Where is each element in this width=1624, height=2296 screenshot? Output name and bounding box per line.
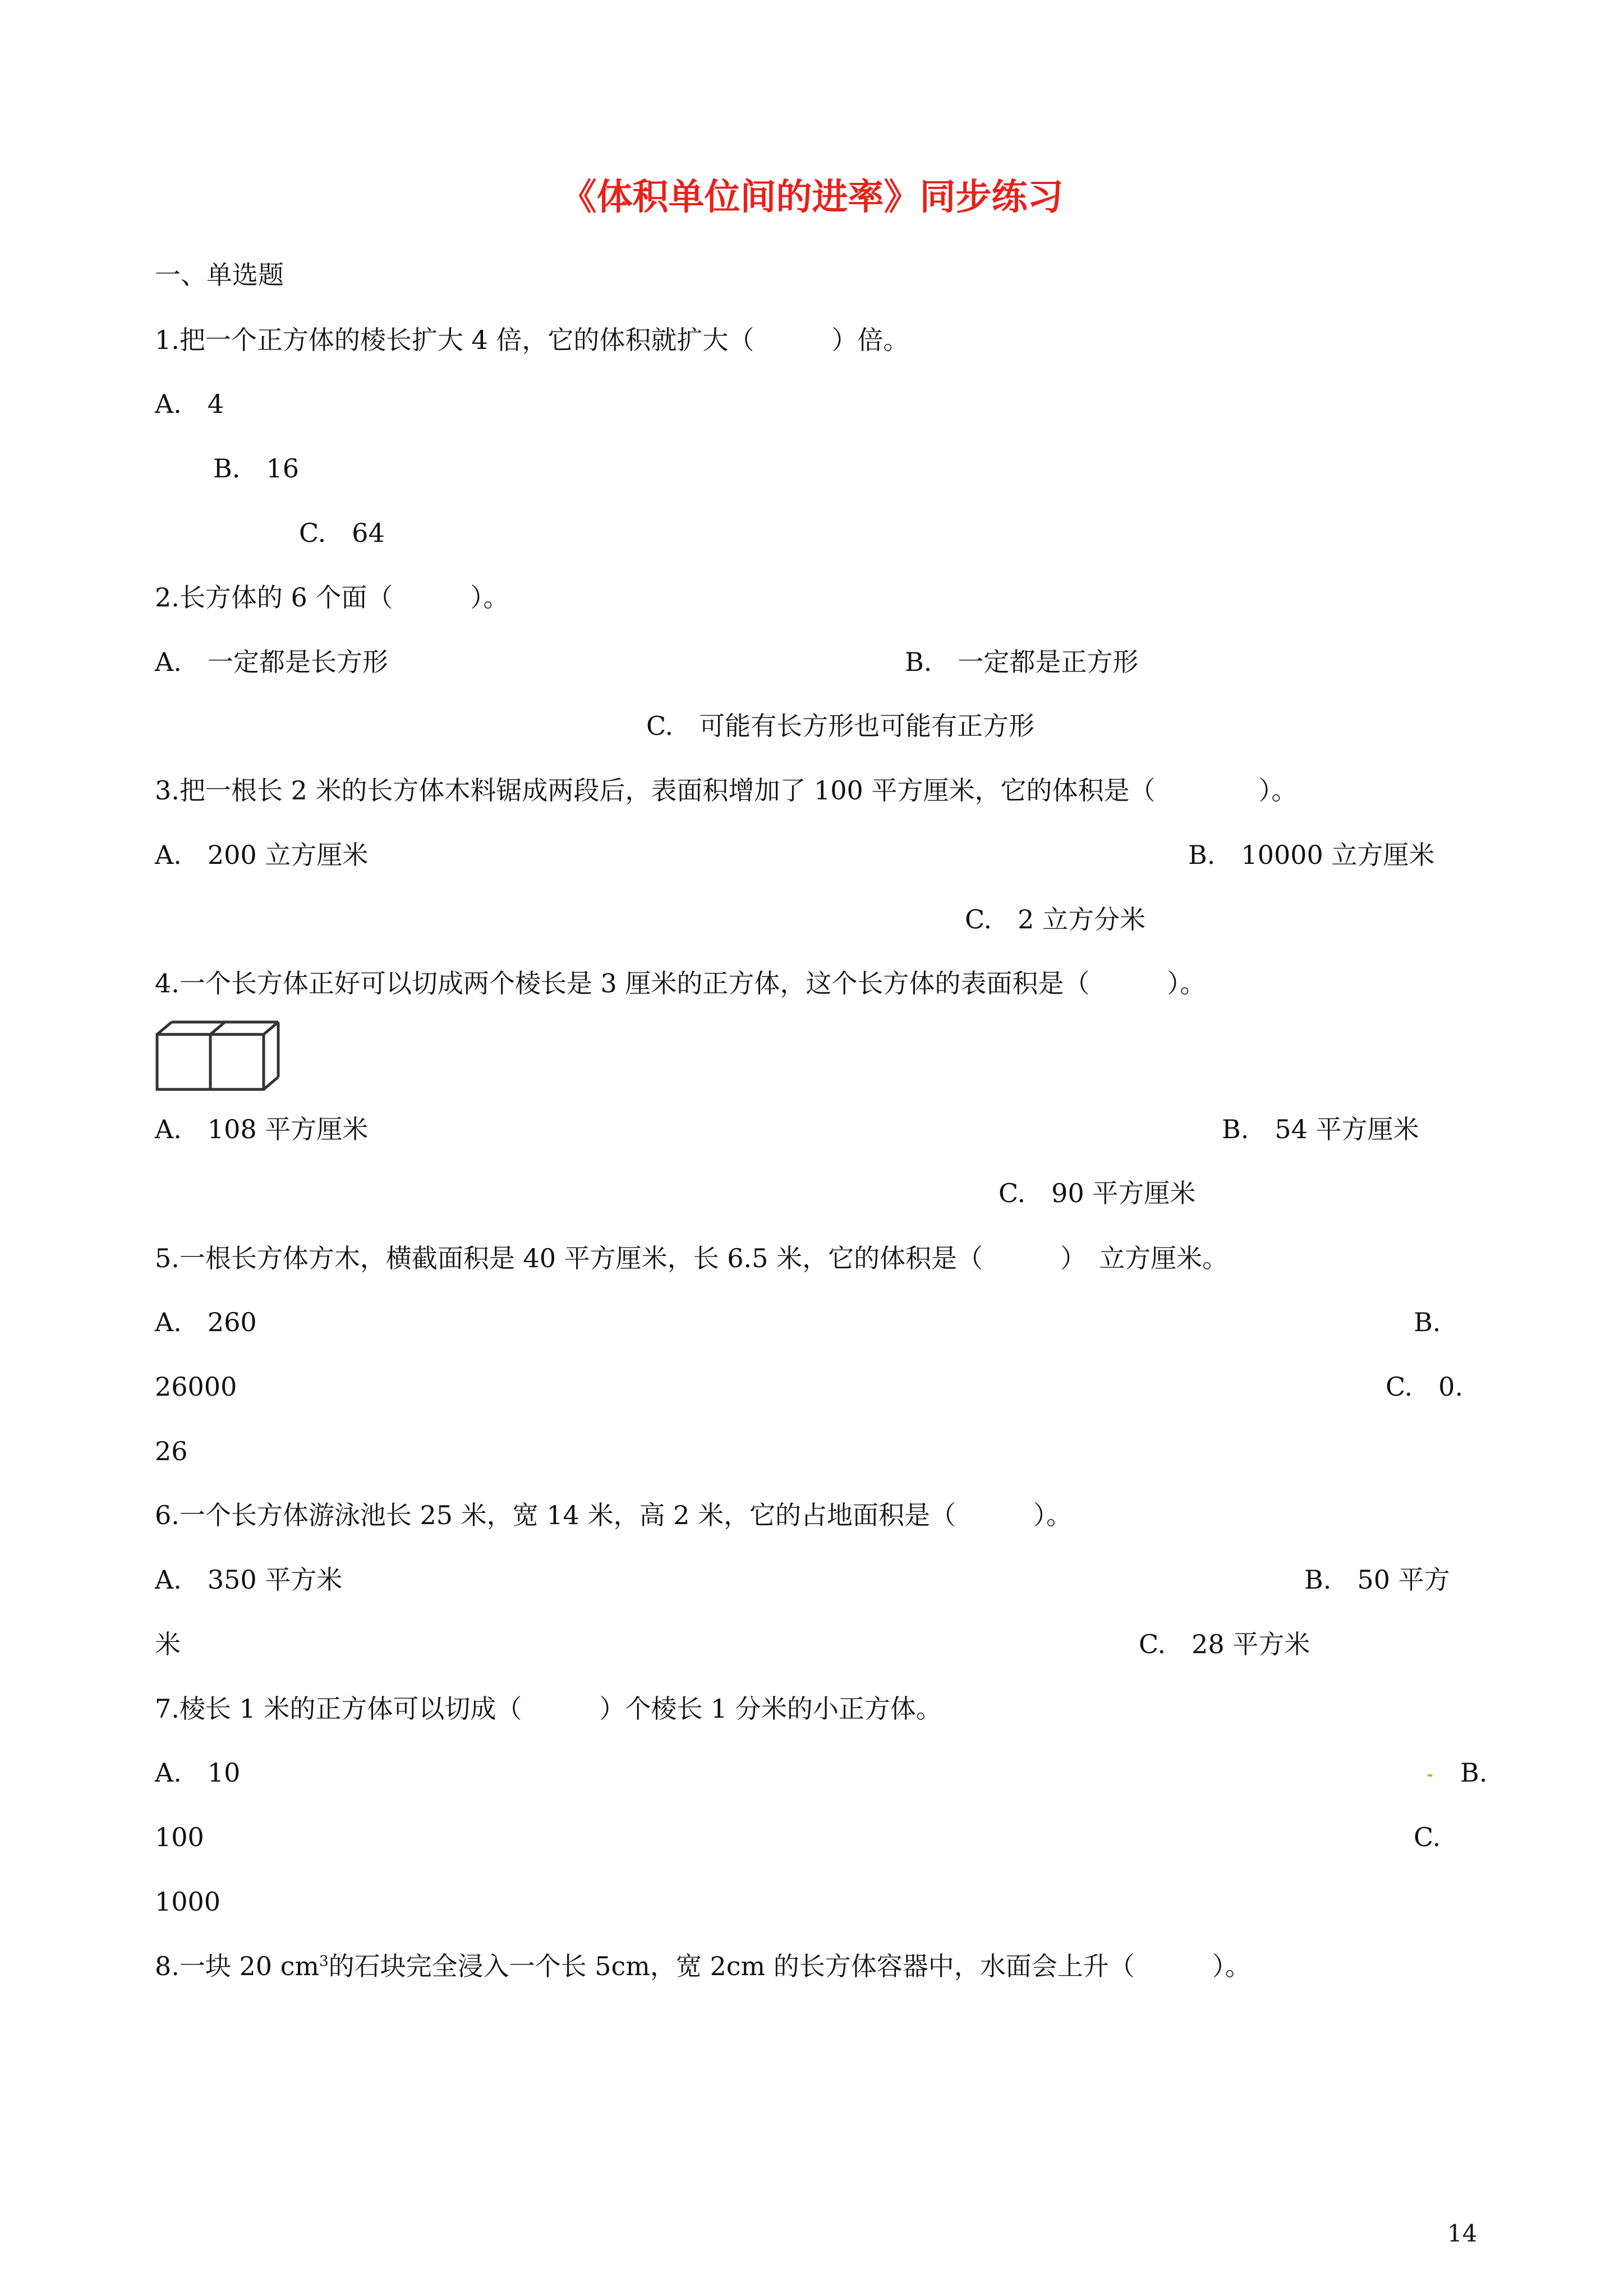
- q8-stem: [155, 1949, 1251, 1983]
- q5-option-c: C. 0.: [1386, 1372, 1464, 1402]
- q3-option-c: C. 2 立方分米: [965, 904, 1146, 935]
- q3-option-a: A. 200 立方厘米: [155, 840, 369, 870]
- q2-option-c: C. 可能有长方形也可能有正方形: [646, 711, 1035, 741]
- q5-option-a: A. 260: [155, 1307, 257, 1337]
- q6-option-c: C. 28 平方米: [1139, 1629, 1310, 1659]
- q5-stem: 5.一根长方体方木，横截面积是 40 平方厘米，长 6.5 米，它的体积是（ ） 立方厘米。: [155, 1243, 1229, 1273]
- q6-stem: 6.一个长方体游泳池长 25 米，宽 14 米，高 2 米，它的占地面积是（ ）。: [155, 1500, 1072, 1530]
- q3-option-b: B. 10000 立方厘米: [1188, 840, 1435, 870]
- q5-option-b-value: 26000: [155, 1372, 237, 1402]
- q6-option-a: A. 350 平方米: [155, 1565, 343, 1595]
- stray-mark: [1428, 1774, 1432, 1777]
- q4-option-a: A. 108 平方厘米: [155, 1114, 369, 1144]
- q8-stem-end: 的石块完全浸入一个长 5cm，宽 2cm 的长方体容器中，水面会上升（ ）。: [328, 1951, 1251, 1981]
- q8-superscript: 3: [319, 1953, 329, 1970]
- two-cubes-figure: [155, 1020, 284, 1093]
- q1-stem: 1.把一个正方体的棱长扩大 4 倍，它的体积就扩大（ ）倍。: [155, 325, 909, 355]
- q6-option-b-cont: 米: [155, 1629, 181, 1659]
- q7-stem: 7.棱长 1 米的正方体可以切成（ ）个棱长 1 分米的小正方体。: [155, 1694, 942, 1724]
- q3-stem: 3.把一根长 2 米的长方体木料锯成两段后，表面积增加了 100 平方厘米，它的体积是（ ）。: [155, 775, 1298, 806]
- section-heading: 一、单选题: [155, 260, 284, 290]
- q7-option-b-value: 100: [155, 1822, 204, 1852]
- page-title: 《体积单位间的进率》同步练习: [560, 177, 1064, 218]
- q2-stem: 2.长方体的 6 个面（ ）。: [155, 582, 509, 613]
- q1-option-b: B. 16: [213, 453, 299, 484]
- q4-option-b: B. 54 平方厘米: [1222, 1114, 1419, 1144]
- page-number: 14: [1447, 2220, 1478, 2247]
- q6-option-b: B. 50 平方: [1304, 1565, 1450, 1595]
- q7-option-c: C.: [1414, 1822, 1441, 1852]
- q7-option-c-value: 1000: [155, 1887, 221, 1917]
- q7-option-b: B.: [1460, 1757, 1488, 1788]
- q2-option-a: A. 一定都是长方形: [155, 647, 388, 677]
- q1-option-c: C. 64: [299, 518, 385, 548]
- q5-option-c-value: 26: [155, 1436, 188, 1466]
- q1-option-a: A. 4: [155, 389, 224, 419]
- q4-option-c: C. 90 平方厘米: [999, 1178, 1196, 1208]
- q7-option-a: A. 10: [155, 1757, 241, 1788]
- q4-stem: 4.一个长方体正好可以切成两个棱长是 3 厘米的正方体，这个长方体的表面积是（ ）。: [155, 968, 1206, 999]
- q8-stem-start: 8.一块 20 cm: [155, 1951, 320, 1981]
- q2-option-b: B. 一定都是正方形: [905, 647, 1139, 677]
- q5-option-b: B.: [1414, 1307, 1441, 1337]
